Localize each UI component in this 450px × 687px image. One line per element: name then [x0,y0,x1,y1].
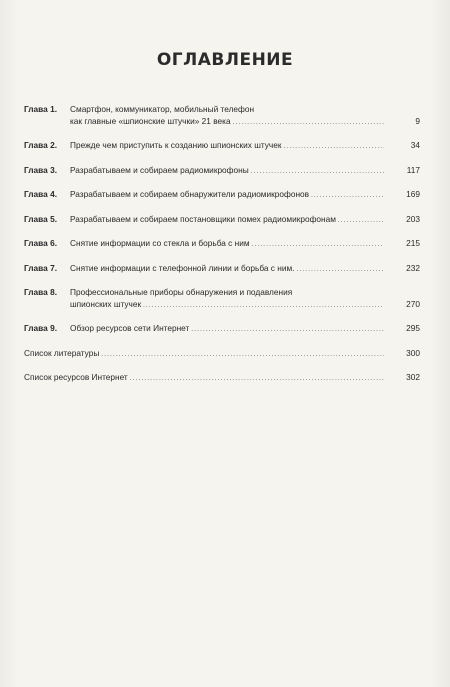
page-number: 295 [406,323,420,333]
toc-entry-chapter-8[interactable] [24,287,420,312]
chapter-label: Глава 8. [24,287,58,297]
page-title: ОГЛАВЛЕНИЕ [156,50,294,70]
page-number: 169 [406,189,420,199]
dot-leader [143,299,384,313]
dot-leader [311,189,384,203]
dot-leader [251,165,384,179]
chapter-label: Глава 3. [24,164,58,175]
chapter-label: Глава 1. [24,104,58,114]
toc-entry-chapter-4[interactable] [24,189,420,203]
page-number: 232 [406,262,420,273]
section-title: Список ресурсов Интернет [24,372,128,382]
toc-entry-chapter-1[interactable] [24,104,420,129]
page-number: 117 [406,164,420,175]
toc-entry-chapter-5[interactable] [24,214,420,228]
section-title: Список литературы [24,347,100,358]
toc-entry-internet-resources[interactable] [24,372,420,386]
chapter-title-line: как главные «шпионские штучки» 21 века [70,115,231,126]
chapter-title-line: Смартфон, коммуникатор, мобильный телефон [70,104,255,114]
dot-leader [338,214,384,228]
dot-leader [297,263,385,277]
dot-leader [191,323,384,337]
chapter-title-line: Разрабатываем и собираем обнаружители радиомикрофонов [70,189,310,199]
chapter-title-line: Снятие информации со стекла и борьба с ним [70,238,250,248]
page-number: 270 [406,298,420,309]
page-number: 203 [406,213,420,224]
dot-leader [101,348,384,362]
page-number: 215 [406,238,420,248]
page-number: 34 [410,140,420,150]
page-number: 302 [406,372,420,382]
dot-leader [233,116,384,130]
toc-entry-chapter-9[interactable] [24,323,420,337]
dot-leader [252,238,384,252]
chapter-title-line: Профессиональные приборы обнаружения и подавления [70,287,293,297]
table-of-contents [24,104,420,386]
toc-entry-chapter-2[interactable] [24,140,420,154]
chapter-title-line: Обзор ресурсов сети Интернет [70,323,190,333]
toc-entry-chapter-3[interactable] [24,165,420,179]
page-number: 300 [406,347,420,358]
toc-entry-chapter-6[interactable] [24,238,420,252]
toc-entry-references[interactable] [24,348,420,362]
chapter-title-line: Разрабатываем и собираем постановщики помех радиомикрофонам [70,213,336,224]
chapter-label: Глава 5. [24,213,58,224]
chapter-label: Глава 6. [24,238,58,248]
dot-leader [283,140,384,154]
chapter-title-line: шпионских штучек [70,298,142,309]
toc-entry-chapter-7[interactable] [24,263,420,277]
chapter-title-line: Прежде чем приступить к созданию шпионских штучек [70,140,282,150]
chapter-label: Глава 2. [24,140,58,150]
chapter-label: Глава 7. [24,262,58,273]
chapter-title-line: Разрабатываем и собираем радиомикрофоны [70,164,249,175]
chapter-label: Глава 4. [24,189,58,199]
chapter-label: Глава 9. [24,323,58,333]
chapter-title-line: Снятие информации с телефонной линии и борьба с ним. [70,262,295,273]
page-number: 9 [415,115,420,126]
dot-leader [130,372,384,386]
